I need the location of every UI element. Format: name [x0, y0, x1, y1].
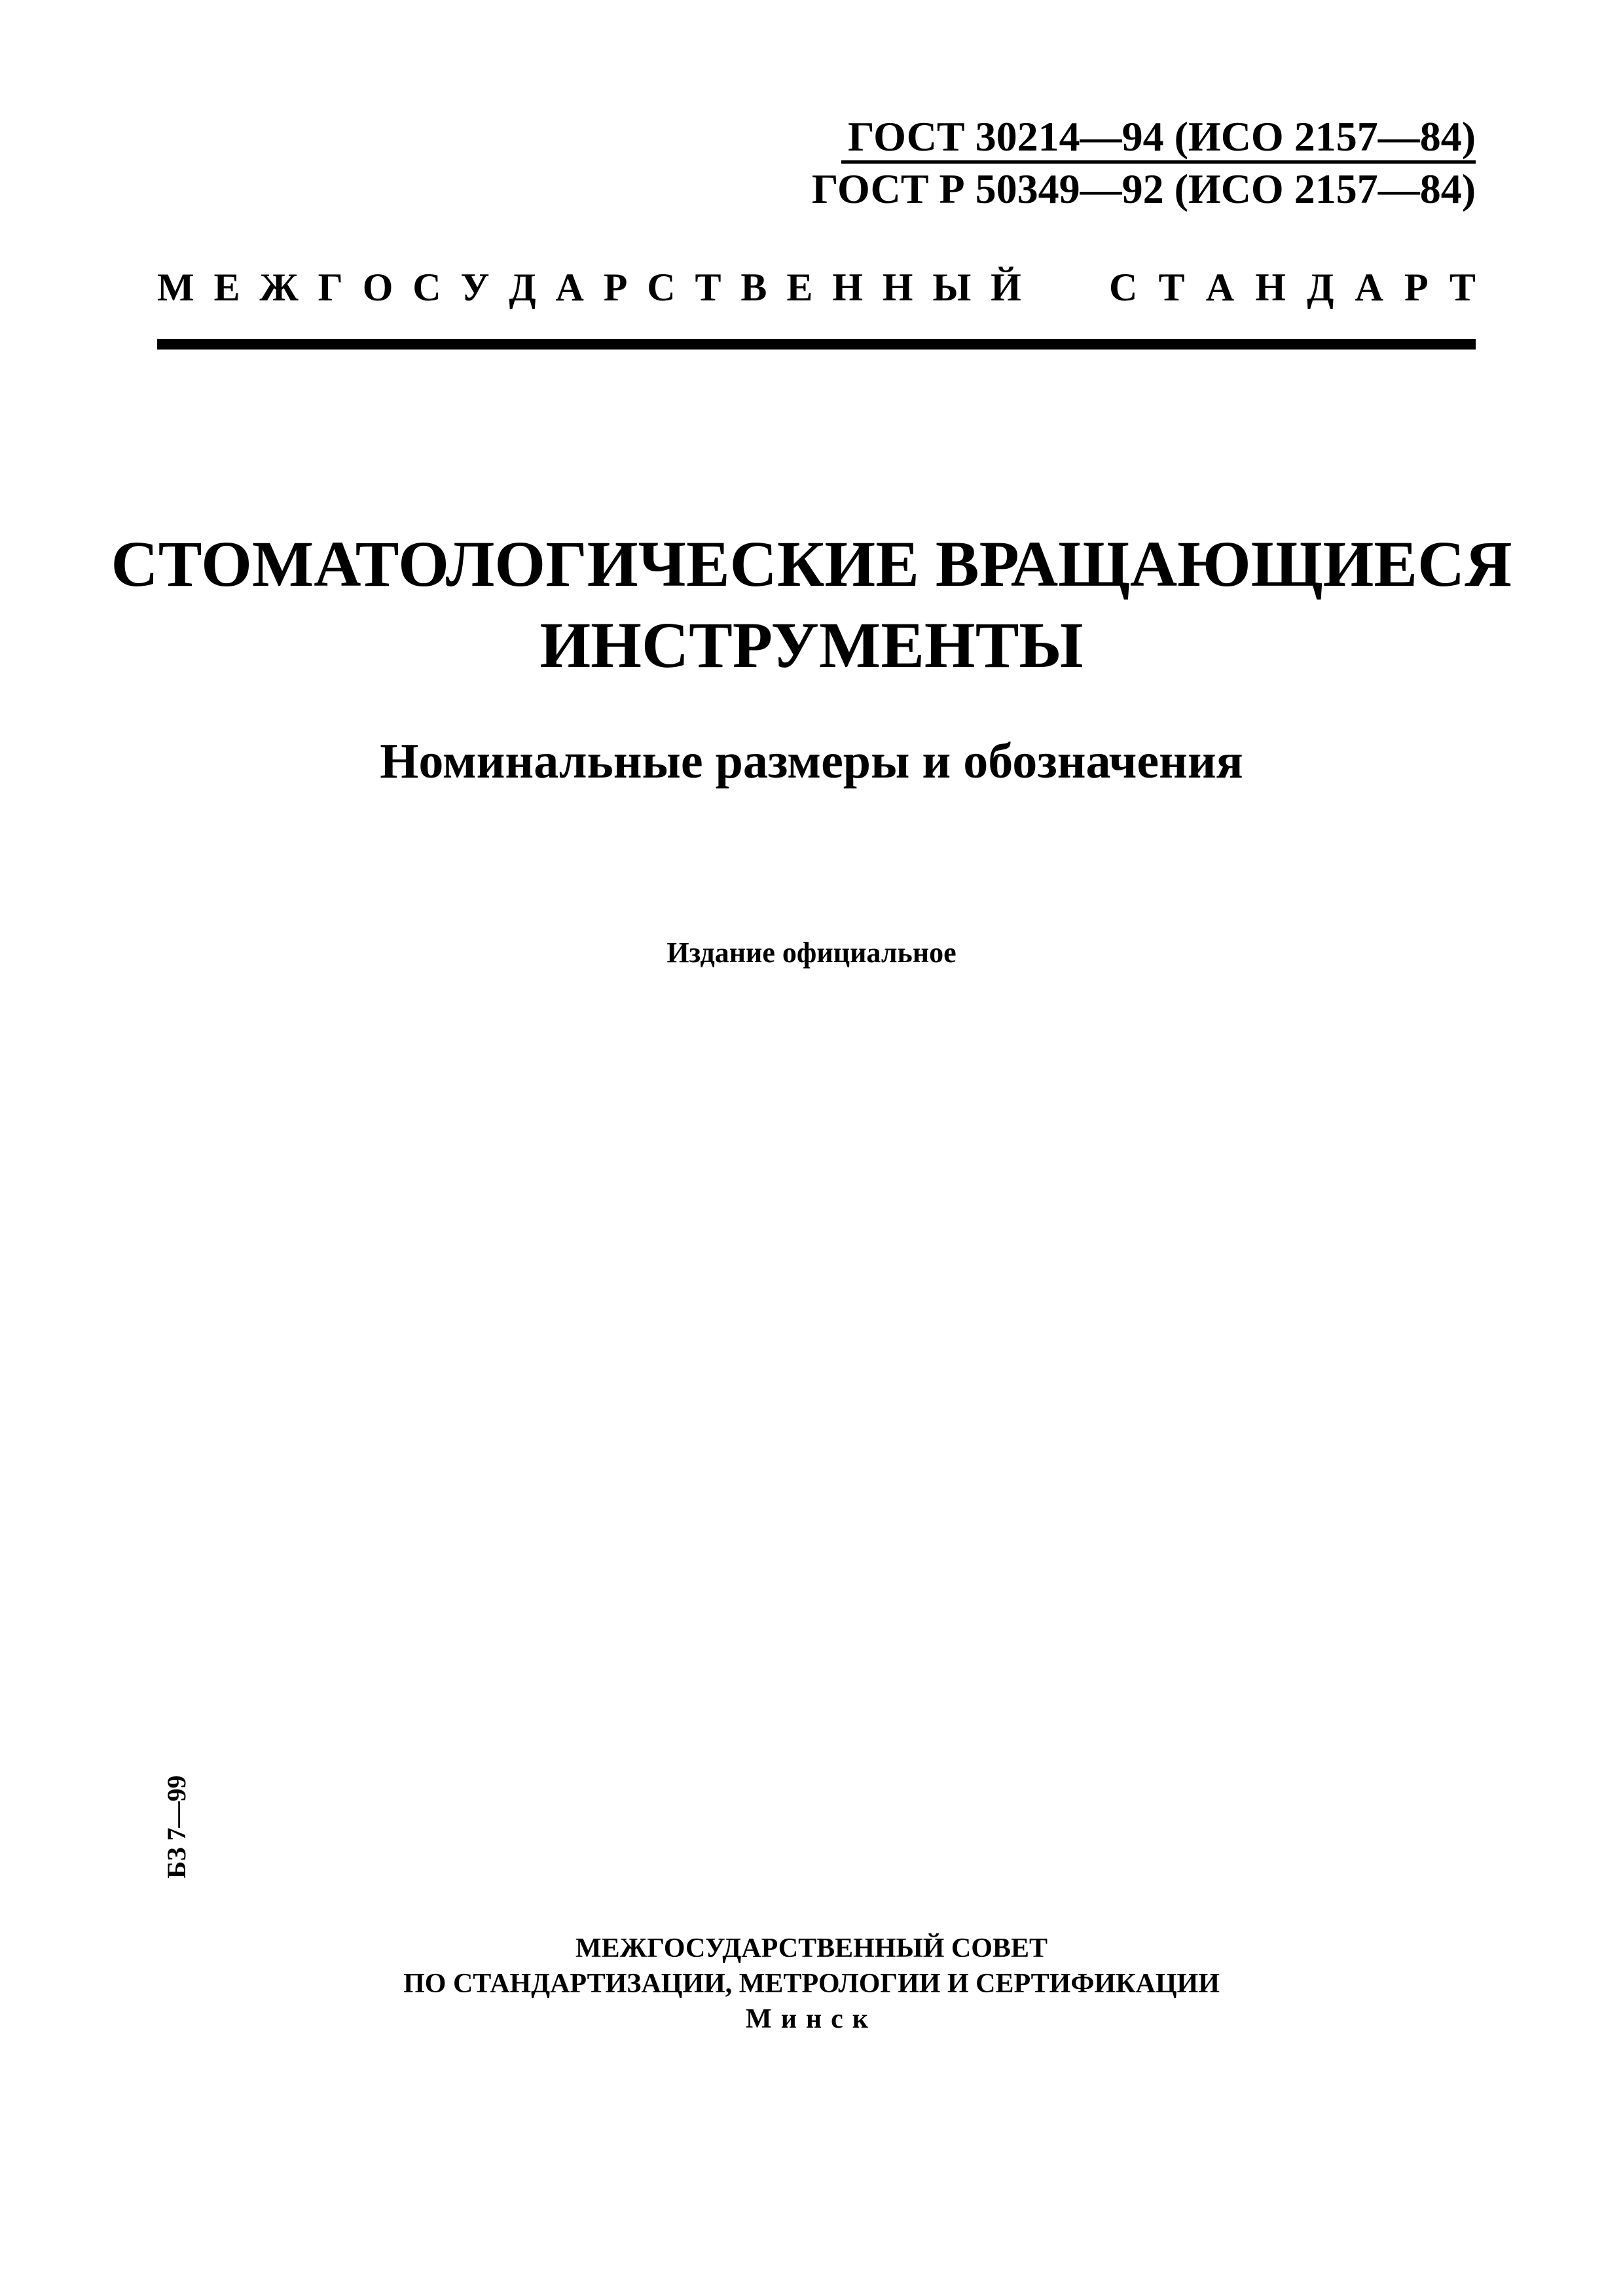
banner-letter: А	[555, 266, 584, 309]
document-subtitle: Номинальные размеры и обозначения	[380, 734, 1243, 789]
banner-letter: Н	[1255, 266, 1286, 309]
publisher-line-2: ПО СТАНДАРТИЗАЦИИ, МЕТРОЛОГИИ И СЕРТИФИКАЦИИ	[403, 1969, 1220, 1999]
banner-letter: Н	[832, 266, 863, 309]
banner-letter: Р	[603, 266, 628, 309]
banner-letter: С	[1109, 266, 1138, 309]
gost-designation-primary: ГОСТ 30214—94 (ИСО 2157—84)	[841, 113, 1476, 164]
document-title	[0, 524, 1623, 686]
banner-letter: Т	[1158, 266, 1185, 309]
title-line-1: СТОМАТОЛОГИЧЕСКИЕ ВРАЩАЮЩИЕСЯ	[111, 528, 1512, 600]
banner-letter: О	[362, 266, 393, 309]
gost-designation-block	[812, 111, 1476, 215]
banner-letter: Т	[695, 266, 721, 309]
banner-letter: Е	[786, 266, 813, 309]
banner-letter: А	[1205, 266, 1235, 309]
banner-letter: Р	[1404, 266, 1429, 309]
publisher-line-1: МЕЖГОСУДАРСТВЕННЫЙ СОВЕТ	[575, 1933, 1048, 1964]
banner-letter: С	[647, 266, 676, 309]
banner-letter: Е	[213, 266, 240, 309]
banner-letter: Ж	[259, 266, 299, 309]
banner-letter: Г	[318, 266, 343, 309]
side-catalog-code: БЗ 7—99	[162, 1775, 191, 1878]
banner-letter: Й	[991, 266, 1021, 309]
banner-letter: М	[157, 266, 194, 309]
publisher-block	[0, 1931, 1623, 2037]
banner-letter: С	[412, 266, 441, 309]
banner-letter: Д	[509, 266, 536, 309]
banner-letter: В	[740, 266, 767, 309]
publisher-city: Минск	[746, 2004, 877, 2034]
banner-letter: У	[460, 266, 490, 309]
banner-letter: Т	[1449, 266, 1476, 309]
horizontal-rule	[157, 339, 1476, 350]
banner-word-interstate	[157, 265, 1021, 310]
title-line-2: ИНСТРУМЕНТЫ	[539, 609, 1084, 681]
banner-letter: Н	[882, 266, 913, 309]
edition-note: Издание официальное	[666, 937, 957, 969]
banner-letter: Д	[1307, 266, 1334, 309]
gost-designation-secondary: ГОСТ Р 50349—92 (ИСО 2157—84)	[811, 166, 1476, 212]
interstate-standard-banner	[157, 265, 1476, 310]
banner-letter: А	[1355, 266, 1383, 309]
banner-letter: Ы	[932, 266, 972, 309]
banner-word-standard	[1109, 265, 1476, 310]
